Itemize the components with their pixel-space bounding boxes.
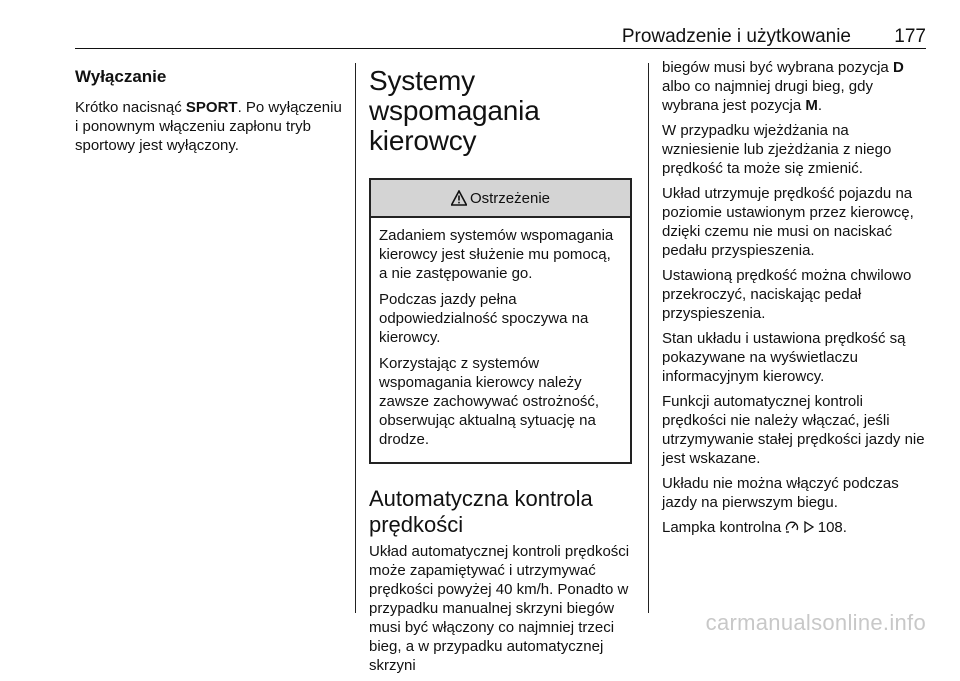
paragraph: Ustawioną prędkość można chwilowo przekroczyć, naciskając pedał przyspieszenia. <box>662 267 912 322</box>
warning-title: Ostrzeżenie <box>469 189 551 207</box>
page-reference-icon <box>804 521 814 533</box>
paragraph: Stan układu i ustawiona prędkość są pokazywane na wyświetlaczu informacyjnym kierowcy. <box>662 330 906 385</box>
page-header <box>75 22 926 50</box>
warning-paragraph: Podczas jazdy pełna odpowiedzialność spoczywa na kierowcy. <box>379 291 589 346</box>
paragraph-cruise-intro: Układ automatycznej kontroli prędkości może zapamiętywać i utrzymywać prędkości powyżej 40 km/h. Ponadto w przypadku manualnej skrzyni biegów musi być włączony co najmniej trzeci bieg, a w przypadku automatycznej skrzyni <box>369 543 630 674</box>
warning-box <box>369 178 632 464</box>
text: albo co najmniej drugi bieg, gdy wybrana jest pozycja <box>662 78 873 114</box>
gear-m-label: M <box>805 97 818 114</box>
warning-paragraph: Korzystając z systemów wspomagania kierowcy należy zawsze zachowywać ostrożność, obserwując aktualną sytuację na drodze. <box>379 355 600 448</box>
gear-d-label: D <box>892 59 904 76</box>
text: Lampka kontrolna <box>662 519 786 536</box>
paragraph: Funkcji automatycznej kontroli prędkości nie należy włączać, jeśli utrzymywanie stałej prędkości jazdy nie jest wskazane. <box>662 393 925 467</box>
column-middle <box>369 58 632 681</box>
text: . Po wyłączeniu i ponownym włączeniu zapłonu tryb sportowy jest wyłączony. <box>75 99 342 154</box>
paragraph: Układ utrzymuje prędkość pojazdu na poziomie ustawionym przez kierowcę, dzięki czemu nie musi on naciskać pedału przyspieszenia. <box>662 185 914 259</box>
cruise-control-icon <box>785 520 799 533</box>
warning-body <box>371 218 630 462</box>
sport-button-label: SPORT <box>185 99 238 116</box>
text: biegów musi być wybrana pozycja <box>662 59 893 76</box>
header-title: Prowadzenie i użytkowanie <box>621 26 851 47</box>
column-divider <box>355 63 356 613</box>
page-number: 177 <box>894 26 926 47</box>
paragraph: W przypadku wjeżdżania na wzniesienie lub zjeżdżania z niego prędkość ta może się zmienić. <box>662 122 892 177</box>
section-heading-cruise-control: Automatyczna kontrola prędkości <box>369 486 593 537</box>
paragraph: Układu nie można włączyć podczas jazdy na pierwszym biegu. <box>662 475 899 511</box>
section-heading-off: Wyłączanie <box>75 67 167 86</box>
warning-triangle-icon <box>451 190 467 206</box>
text: . <box>817 97 823 114</box>
column-divider <box>648 63 649 613</box>
watermark: carmanualsonline.info <box>705 610 926 635</box>
header-rule <box>75 48 926 49</box>
column-left <box>75 58 345 161</box>
text: Krótko nacisnąć <box>75 99 186 116</box>
paragraph-gear <box>662 58 930 115</box>
warning-header <box>371 180 630 218</box>
paragraph-control-light <box>662 518 930 537</box>
warning-paragraph: Zadaniem systemów wspomagania kierowcy jest służenie mu pomocą, a nie zastępowanie go. <box>379 227 614 282</box>
column-right <box>662 58 930 543</box>
chapter-heading: Systemy wspomagania kierowcy <box>369 65 540 156</box>
paragraph-off <box>75 98 345 155</box>
page-reference: 108. <box>813 519 847 536</box>
